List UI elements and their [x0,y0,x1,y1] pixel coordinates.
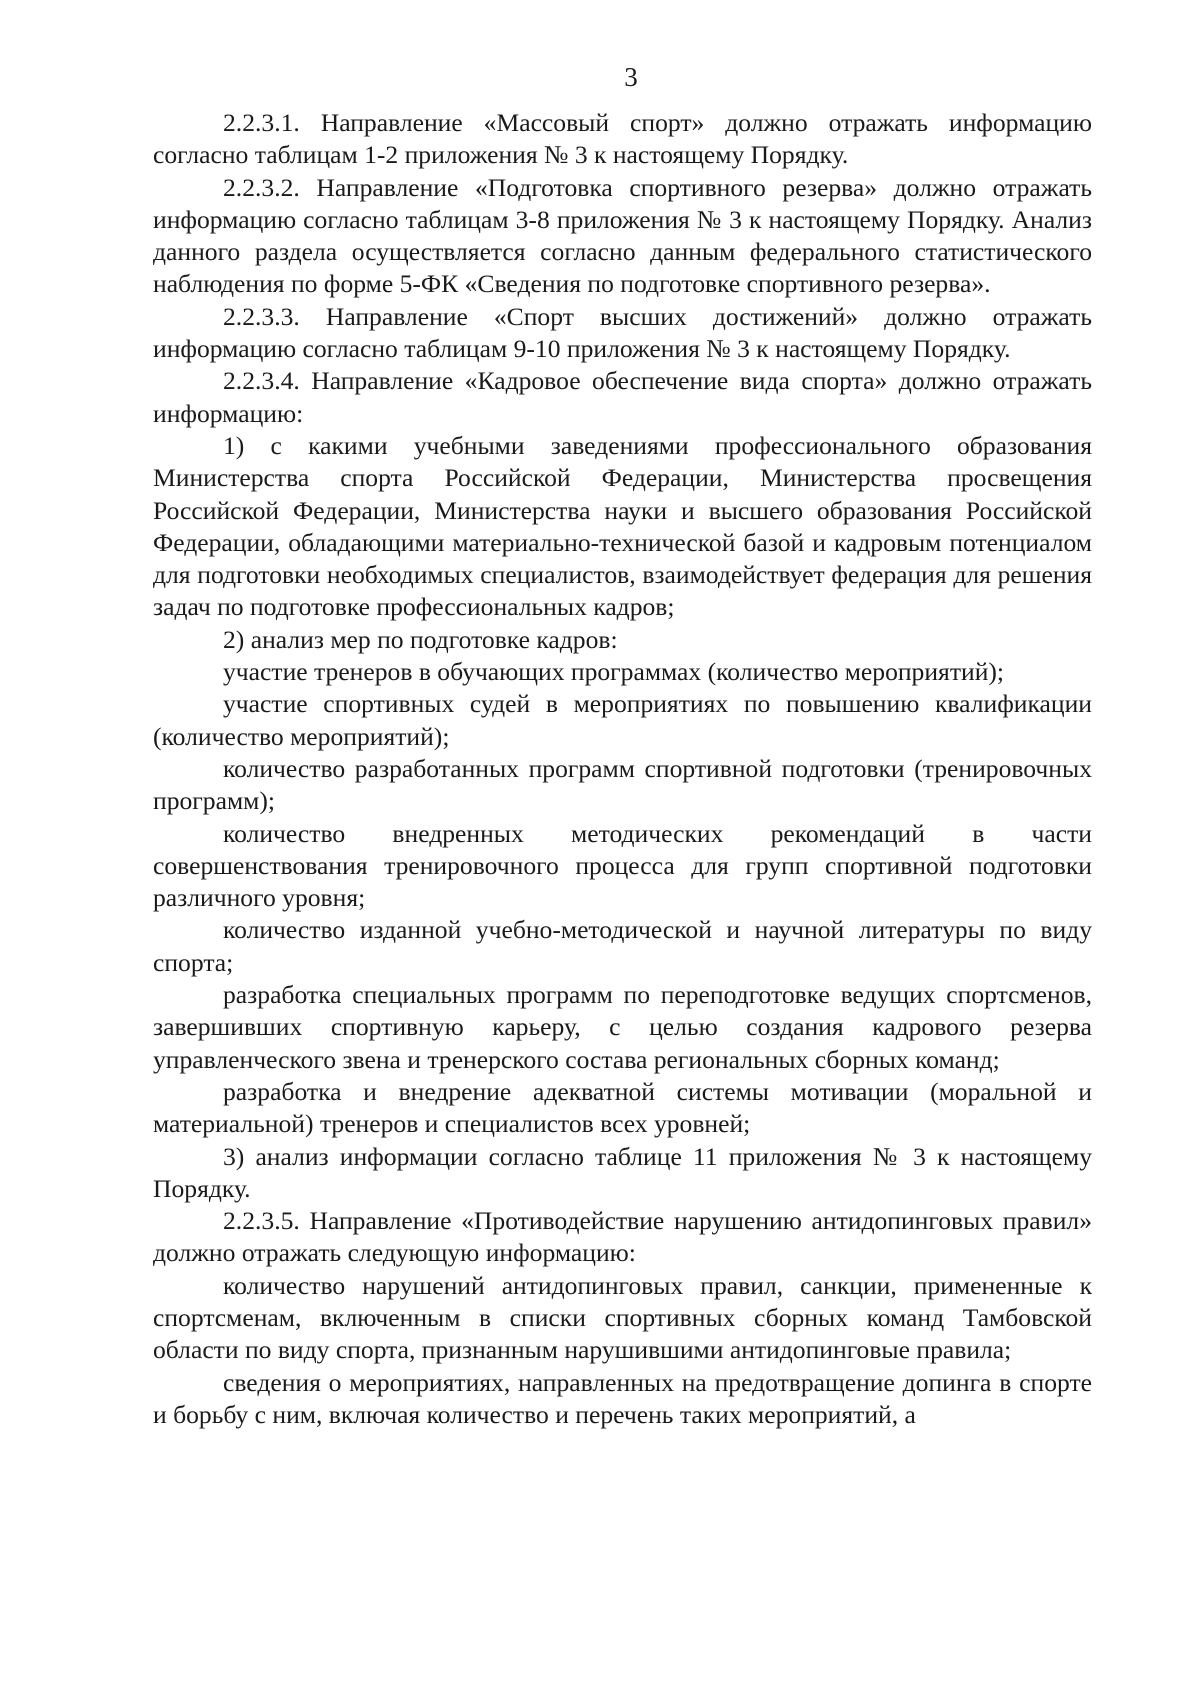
list-item-2: 2) анализ мер по подготовке кадров: [223,624,618,654]
sub-item-motivation: разработка и внедрение адекватной системы мотивации (моральной и материальной) тренеров и специалистов всех уровней; [153,1076,1092,1139]
sub-item-violations: количество нарушений антидопинговых правил, санкции, примененные к спортсменам, включенным в списки спортивных сборных команд Тамбовской области по виду спорта, признанным нарушившими антидопинговые правила; [153,1270,1092,1365]
page-number: 3 [624,62,638,92]
document-body [153,107,1092,1431]
paragraph-2-2-3-2: 2.2.3.2. Направление «Подготовка спортивного резерва» должно отражать информацию согласно таблицам 3-8 приложения № 3 к настоящему Порядку. Анализ данного раздела осуществляется согласно данным федерального статистического наблюдения по форме 5-ФК «Сведения по подготовке спортивного резерва». [153,172,1092,299]
sub-item-literature: количество изданной учебно-методической и научной литературы по виду спорта; [153,915,1092,977]
sub-item-programs: количество разработанных программ спортивной подготовки (тренировочных программ); [153,753,1092,816]
paragraph-2-2-3-5: 2.2.3.5. Направление «Противодействие нарушению антидопинговых правил» должно отражать следующую информацию: [153,1206,1092,1268]
sub-item-trainers: участие тренеров в обучающих программах (количество мероприятий); [223,657,1005,687]
paragraph-2-2-3-3: 2.2.3.3. Направление «Спорт высших достижений» должно отражать информацию согласно таблицам 9-10 приложения № 3 к настоящему Порядку. [153,301,1092,364]
list-item-1: 1) с какими учебными заведениями профессионального образования Министерства спорта Российской Федерации, Министерства просвещения Российской Федерации, Министерства науки и высшего образования Российской Федерации, обладающими материально-технической базой и кадровым потенциалом для подготовки необходимых специалистов, взаимодействует федерация для решения задач по подготовке профессиональных кадров; [153,430,1092,622]
paragraph-2-2-3-1: 2.2.3.1. Направление «Массовый спорт» должно отражать информацию согласно таблицам 1-2 приложения № 3 к настоящему Порядку. [153,108,1092,170]
sub-item-events: сведения о мероприятиях, направленных на предотвращение допинга в спорте и борьбу с ним, включая количество и перечень таких мероприятий, а [153,1367,1092,1429]
list-item-3: 3) анализ информации согласно таблице 11 приложения № 3 к настоящему Порядку. [153,1141,1092,1203]
paragraph-2-2-3-4: 2.2.3.4. Направление «Кадровое обеспечение вида спорта» должно отражать информацию: [153,366,1092,428]
sub-item-retraining: разработка специальных программ по переподготовке ведущих спортсменов, завершивших спортивную карьеру, с целью создания кадрового резерва управленческого звена и тренерского состава региональных сборных команд; [153,980,1092,1074]
sub-item-recommendations: количество внедренных методических рекомендаций в части совершенствования тренировочного процесса для групп спортивной подготовки различного уровня; [153,818,1092,913]
sub-item-judges: участие спортивных судей в мероприятиях по повышению квалификации (количество мероприятий); [153,689,1092,751]
